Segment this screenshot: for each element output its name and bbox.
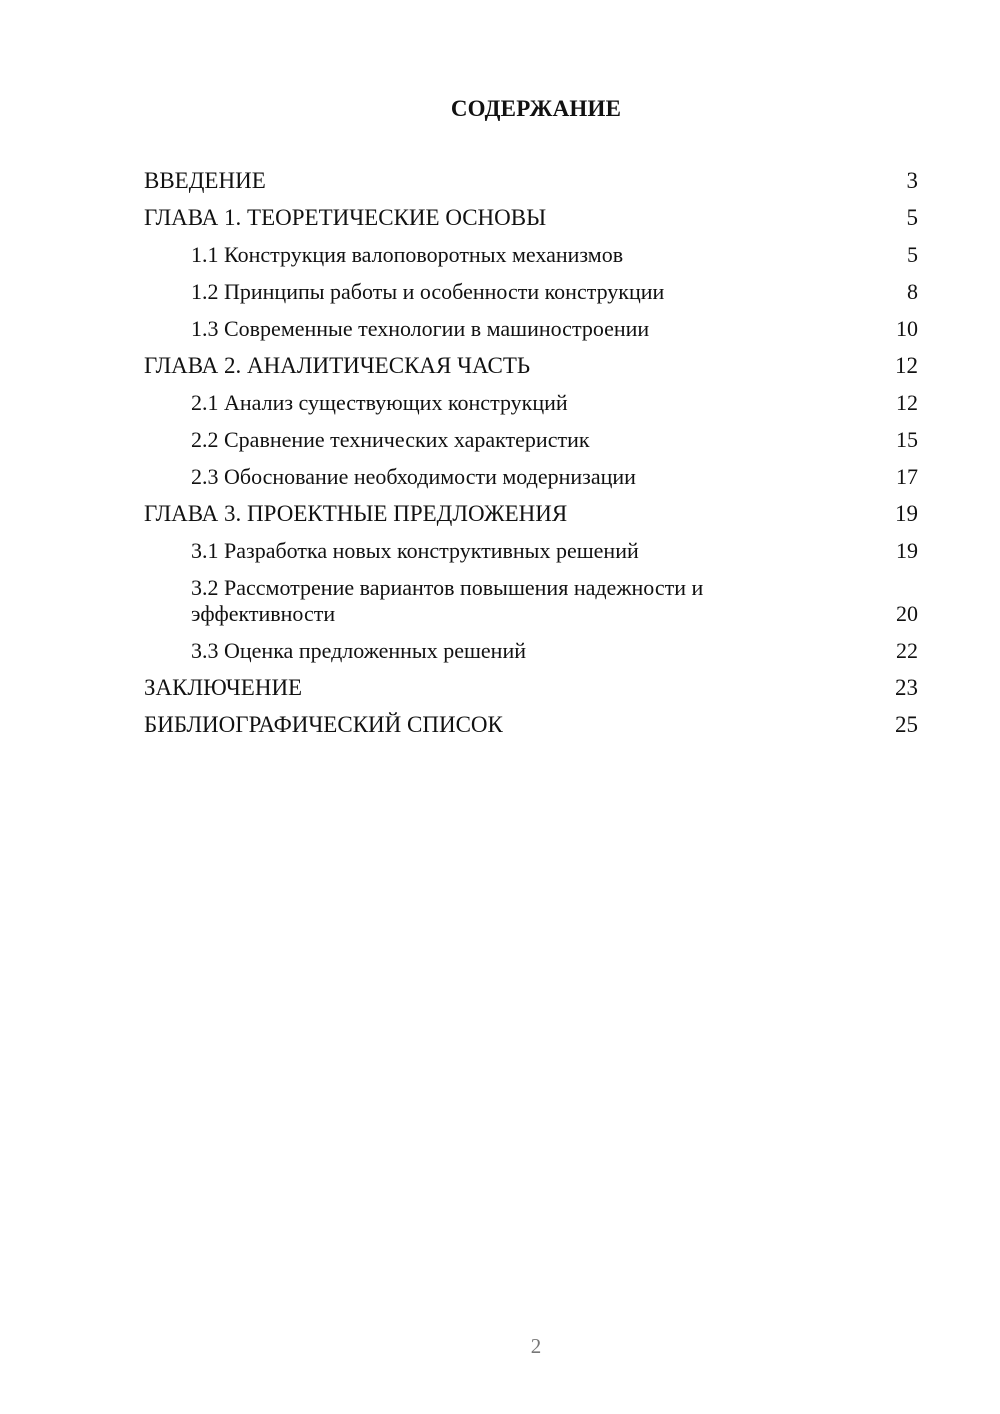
toc-entry-page: 20 xyxy=(896,601,918,626)
toc-entry-text: 3.1 Разработка новых конструктивных решений xyxy=(191,538,639,563)
toc-entry-page: 19 xyxy=(895,501,918,526)
toc-entry-section-1-3[interactable] xyxy=(144,316,918,342)
toc-entry-text: 1.3 Современные технологии в машиностроении xyxy=(191,316,650,341)
toc-entry-text: ЗАКЛЮЧЕНИЕ xyxy=(144,675,303,700)
toc-entry-text: ГЛАВА 3. ПРОЕКТНЫЕ ПРЕДЛОЖЕНИЯ xyxy=(144,501,568,526)
toc-entry-page: 15 xyxy=(896,427,918,452)
toc-entry-bibliography[interactable] xyxy=(144,712,918,738)
toc-entry-page: 5 xyxy=(906,205,918,230)
toc-entry-page: 19 xyxy=(896,538,918,563)
toc-entry-text: 2.2 Сравнение технических характеристик xyxy=(191,427,590,452)
toc-entry-page: 10 xyxy=(896,316,918,341)
toc-entry-text: БИБЛИОГРАФИЧЕСКИЙ СПИСОК xyxy=(144,712,503,737)
toc-entry-section-2-1[interactable] xyxy=(144,390,918,416)
toc-entry-conclusion[interactable] xyxy=(144,675,918,701)
page-number: 2 xyxy=(530,1334,542,1358)
toc-entry-section-3-2[interactable] xyxy=(144,575,918,627)
page-title: СОДЕРЖАНИЕ xyxy=(450,96,622,121)
toc-entry-page: 25 xyxy=(895,712,918,737)
toc-entry-text: ВВЕДЕНИЕ xyxy=(144,168,266,193)
toc-entry-section-1-1[interactable] xyxy=(144,242,918,268)
toc-entry-page: 22 xyxy=(896,638,918,663)
toc-entry-section-3-3[interactable] xyxy=(144,638,918,664)
table-of-contents xyxy=(144,168,918,749)
toc-entry-page: 17 xyxy=(896,464,918,489)
toc-entry-section-1-2[interactable] xyxy=(144,279,918,305)
toc-entry-page: 12 xyxy=(896,390,918,415)
toc-entry-section-3-1[interactable] xyxy=(144,538,918,564)
toc-entry-text: ГЛАВА 2. АНАЛИТИЧЕСКАЯ ЧАСТЬ xyxy=(144,353,531,378)
toc-entry-text: 1.2 Принципы работы и особенности конструкции xyxy=(191,279,665,304)
toc-entry-section-2-3[interactable] xyxy=(144,464,918,490)
toc-entry-text: 3.2 Рассмотрение вариантов повышения надежности и эффективности xyxy=(191,575,704,626)
toc-entry-page: 8 xyxy=(907,279,918,304)
toc-entry-text: 2.1 Анализ существующих конструкций xyxy=(191,390,568,415)
toc-entry-chapter-1[interactable] xyxy=(144,205,918,231)
toc-entry-page: 23 xyxy=(895,675,918,700)
toc-entry-text: 3.3 Оценка предложенных решений xyxy=(191,638,526,663)
toc-entry-text: 2.3 Обоснование необходимости модернизации xyxy=(191,464,636,489)
toc-entry-page: 12 xyxy=(895,353,918,378)
toc-entry-section-2-2[interactable] xyxy=(144,427,918,453)
toc-entry-text: ГЛАВА 1. ТЕОРЕТИЧЕСКИЕ ОСНОВЫ xyxy=(144,205,547,230)
toc-entry-text: 1.1 Конструкция валоповоротных механизмов xyxy=(191,242,624,267)
toc-entry-page: 5 xyxy=(907,242,918,267)
toc-entry-page: 3 xyxy=(906,168,918,193)
toc-entry-chapter-3[interactable] xyxy=(144,501,918,527)
toc-entry-introduction[interactable] xyxy=(144,168,918,194)
toc-entry-chapter-2[interactable] xyxy=(144,353,918,379)
